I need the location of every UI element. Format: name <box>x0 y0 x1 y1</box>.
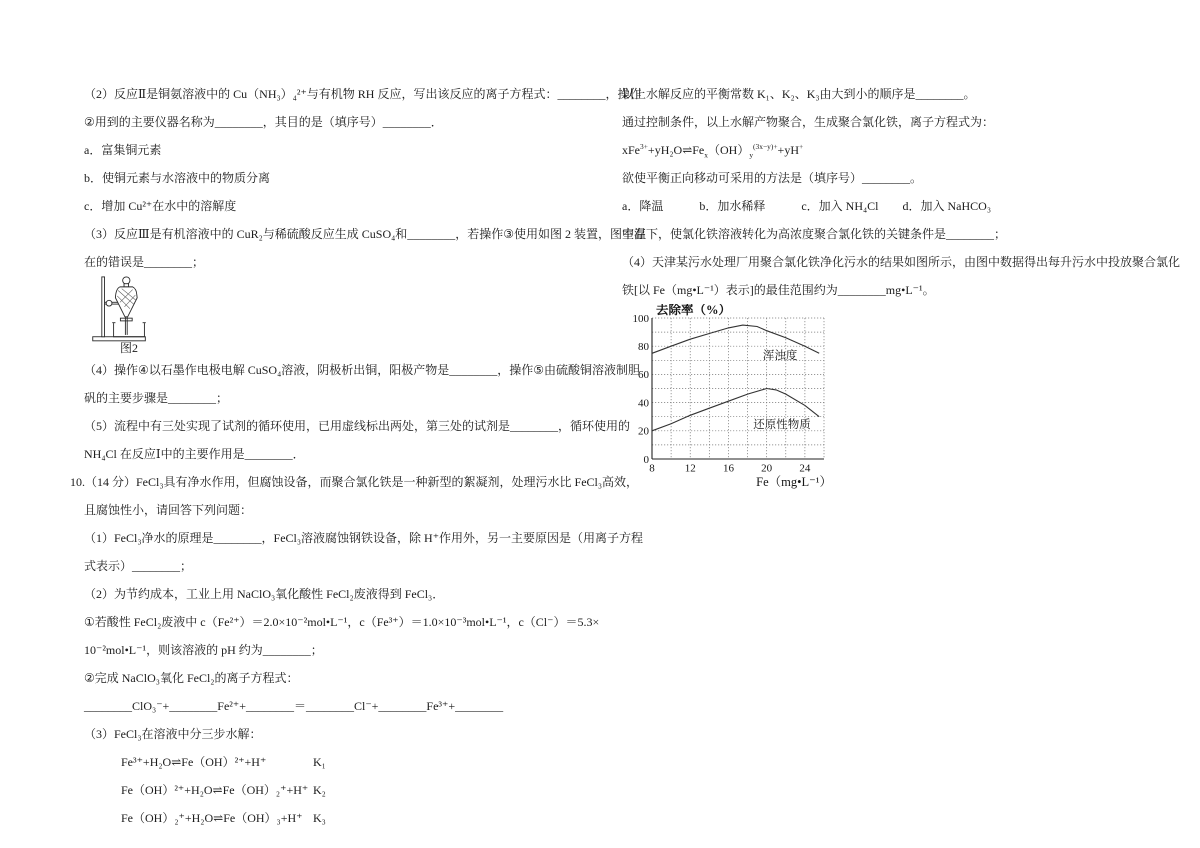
text-line: 以上水解反应的平衡常数 K₁、K₂、K₃由大到小的顺序是________。 <box>622 87 976 101</box>
eq-sup: + <box>798 142 804 151</box>
svg-text:20: 20 <box>638 425 649 438</box>
text-line: 铁[以 Fe（mg•L⁻¹）表示]的最佳范围约为________mg•L⁻¹。 <box>622 283 935 297</box>
svg-text:还原性物质: 还原性物质 <box>753 418 811 431</box>
text-line: 10⁻²mol•L⁻¹，则该溶液的 pH 约为________； <box>84 643 323 657</box>
hydrolysis-step-1 <box>84 748 629 776</box>
svg-text:浑浊度: 浑浊度 <box>762 349 798 362</box>
svg-text:0: 0 <box>643 453 649 466</box>
question-10-line: 10.（14 分）FeCl₃具有净水作用，但腐蚀设备，而聚合氯化铁是一种新型的絮凝剂，处理污水比 FeCl₃高效， <box>70 475 639 489</box>
text-line: NH₄Cl 在反应Ⅰ中的主要作用是________． <box>84 447 305 461</box>
svg-text:12: 12 <box>684 462 696 475</box>
text-line: 通过控制条件，以上水解产物聚合，生成聚合氯化铁，离子方程式为： <box>622 115 995 129</box>
hydrolysis-constant: K₂ <box>313 783 326 797</box>
hydrolysis-step-3 <box>84 804 629 832</box>
hydrolysis-constant: K₁ <box>313 755 326 769</box>
figure-2-caption: 图2 <box>119 341 138 355</box>
text-line: （3）FeCl₃在溶液中分三步水解： <box>84 727 262 741</box>
eq-part: xFe <box>622 143 640 157</box>
svg-text:Fe（mg•L⁻¹）: Fe（mg•L⁻¹） <box>756 475 832 489</box>
text-line: （4）天津某污水处理厂用聚合氯化铁净化污水的结果如图所示，由图中数据得出每升污水中投放聚合氯化 <box>622 255 1181 269</box>
ionic-equation-blanks: ________ClO₃⁻+________Fe²⁺+________＝________Cl⁻+________Fe³⁺+________ <box>84 699 504 713</box>
eq-sub: x <box>704 150 708 160</box>
eq-part: （OH） <box>707 143 750 157</box>
hydrolysis-equation: Fe（OH）₂⁺+H₂O⇌Fe（OH）₃+H⁺ <box>121 811 303 825</box>
text-line: ②完成 NaClO₃氧化 FeCl₂的离子方程式： <box>84 671 299 685</box>
svg-text:8: 8 <box>649 462 655 475</box>
text-line: 矾的主要步骤是________； <box>84 391 229 405</box>
svg-text:80: 80 <box>638 341 649 353</box>
polymer-ionic-equation <box>622 136 1167 164</box>
svg-text:16: 16 <box>722 462 734 475</box>
eq-part: +yH₂O⇌Fe <box>647 143 705 157</box>
hydrolysis-equation: Fe（OH）²⁺+H₂O⇌Fe（OH）₂⁺+H⁺ <box>121 783 309 797</box>
right-text-column <box>622 80 1181 496</box>
eq-part: +yH <box>777 143 799 157</box>
text-line: ①若酸性 FeCl₂废液中 c（Fe²⁺）＝2.0×10⁻²mol•L⁻¹，c（Fe³⁺）＝1.0×10⁻³mol•L⁻¹，c（Cl⁻）＝5.3× <box>84 615 600 629</box>
text-line: （2）反应Ⅱ是铜氨溶液中的 Cu（NH₃）₄²⁺与有机物 RH 反应，写出该反应的离子方程式：________，操作 <box>84 87 642 101</box>
text-line: （4）操作④以石墨作电极电解 CuSO₄溶液，阴极析出铜，阳极产物是________，操作⑤由硫酸铜溶液制胆 <box>84 363 641 377</box>
text-line: （1）FeCl₃净水的原理是________，FeCl₃溶液腐蚀钢铁设备，除 H⁺作用外，另一主要原因是（用离子方程 <box>84 531 644 545</box>
text-line: （2）为节约成本，工业上用 NaClO₃氧化酸性 FeCl₂废液得到 FeCl₃． <box>84 587 445 601</box>
option-c-line: c．增加 Cu²⁺在水中的溶解度 <box>84 199 237 213</box>
svg-text:去除率（%）: 去除率（%） <box>656 304 732 317</box>
svg-text:24: 24 <box>799 462 811 475</box>
text-line: （3）反应Ⅲ是有机溶液中的 CuR₂与稀硫酸反应生成 CuSO₄和________，若操作③使用如图 2 装置，图中存 <box>84 227 647 241</box>
text-line: 且腐蚀性小，请回答下列问题： <box>84 503 253 517</box>
text-line: 式表示）________； <box>84 559 193 573</box>
option-b-line: b．使铜元素与水溶液中的物质分离 <box>84 171 271 185</box>
svg-text:40: 40 <box>638 397 649 410</box>
text-line: 欲使平衡正向移动可采用的方法是（填序号）________。 <box>622 171 923 185</box>
text-line: （5）流程中有三处实现了试剂的循环使用，已用虚线标出两处，第三处的试剂是________，循环使用的 <box>84 419 631 433</box>
hydrolysis-constant: K₃ <box>313 811 326 825</box>
text-line: 室温下，使氯化铁溶液转化为高浓度聚合氯化铁的关键条件是________； <box>622 227 1007 241</box>
figure-2-apparatus <box>84 276 629 356</box>
hydrolysis-step-2 <box>84 776 629 804</box>
options-abcd-line: a．降温 b．加水稀释 c．加入 NH₄Cl d．加入 NaHCO₃ <box>622 199 992 213</box>
eq-sub: y <box>749 150 754 160</box>
svg-text:60: 60 <box>638 369 649 382</box>
text-line: 在的错误是________； <box>84 255 205 269</box>
removal-rate-chart <box>626 304 1167 496</box>
hydrolysis-equation: Fe³⁺+H₂O⇌Fe（OH）²⁺+H⁺ <box>121 755 267 769</box>
eq-sup: (3x−y)+ <box>753 142 778 151</box>
separating-funnel-diagram <box>90 276 178 344</box>
option-a-line: a．富集铜元素 <box>84 143 162 157</box>
svg-text:20: 20 <box>761 462 773 475</box>
text-line: ②用到的主要仪器名称为________，其目的是（填序号）________． <box>84 115 443 129</box>
eq-sup: 3+ <box>640 142 648 151</box>
svg-text:100: 100 <box>632 312 649 325</box>
line-chart-svg <box>626 304 838 496</box>
